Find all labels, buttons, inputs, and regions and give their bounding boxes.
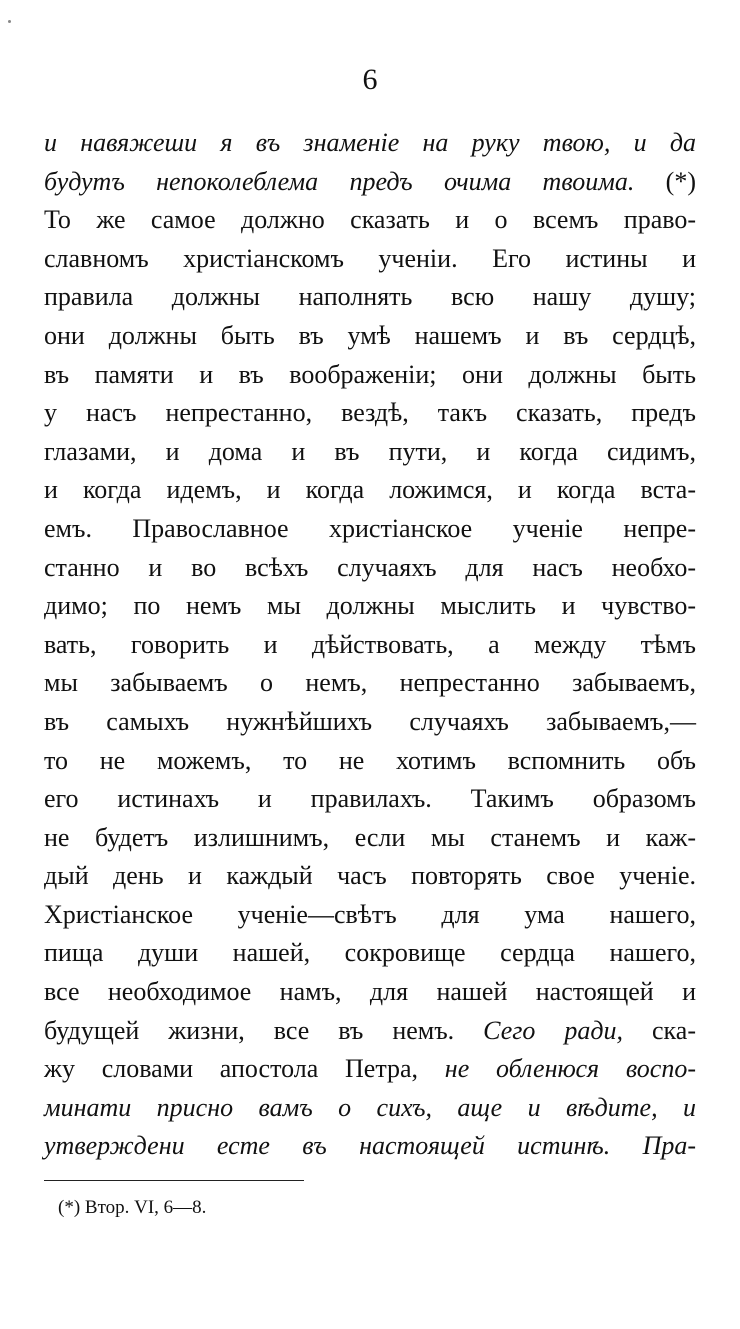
text-line [44, 896, 696, 935]
text-line [44, 201, 696, 240]
text-segment: ска- [623, 1015, 696, 1045]
text-line [44, 240, 696, 279]
text-segment: не будетъ излишнимъ, если мы станемъ и каж- [44, 822, 696, 852]
text-line [44, 742, 696, 781]
text-segment: славномъ христіанскомъ ученіи. Его истины и [44, 243, 696, 273]
italic-text-segment: минати присно вамъ о сихъ, аще и вѣдите, и [44, 1092, 696, 1122]
text-line [44, 664, 696, 703]
text-segment: все необходимое намъ, для нашей настоящей и [44, 977, 696, 1007]
text-line [44, 433, 696, 472]
text-line [44, 857, 696, 896]
text-line [44, 278, 696, 317]
italic-text-segment: не обленюся воспо- [444, 1054, 696, 1084]
italic-text-segment: утверждени есте въ настоящей истинѣ. Пра- [44, 1131, 696, 1161]
text-line [44, 1050, 696, 1089]
text-segment: будущей жизни, все въ немъ. [44, 1015, 484, 1045]
text-segment: то не можемъ, то не хотимъ вспомнить объ [44, 745, 696, 775]
text-line [44, 587, 696, 626]
text-segment: его истинахъ и правилахъ. Такимъ образомъ [44, 784, 696, 814]
text-line [44, 934, 696, 973]
text-line [44, 780, 696, 819]
footnote: (*) Втор. VI, 6—8. [58, 1197, 207, 1218]
text-line [44, 819, 696, 858]
text-line [44, 626, 696, 665]
text-segment: дый день и каждый часъ повторять свое ученіе. [44, 861, 696, 891]
text-segment: въ памяти и въ воображеніи; они должны быть [44, 359, 696, 389]
text-segment: и когда идемъ, и когда ложимся, и когда вста- [44, 475, 696, 505]
italic-text-segment: будутъ непоколеблема предъ очима твоима. [44, 166, 635, 196]
text-line [44, 1012, 696, 1051]
page-number: 6 [362, 63, 378, 96]
text-line [44, 510, 696, 549]
text-segment: Христіанское ученіе—свѣтъ для ума нашего, [44, 899, 696, 929]
page-speck [8, 20, 11, 23]
text-line [44, 973, 696, 1012]
text-line [44, 356, 696, 395]
text-segment: они должны быть въ умѣ нашемъ и въ сердцѣ, [44, 320, 696, 350]
text-segment: емъ. Православное христіанское ученіе непре- [44, 513, 696, 543]
text-segment: То же самое должно сказать и о всемъ право- [44, 205, 696, 235]
italic-text-segment: Сего ради, [483, 1015, 624, 1045]
text-segment: въ самыхъ нужнѣйшихъ случаяхъ забываемъ,— [44, 706, 696, 736]
text-segment: глазами, и дома и въ пути, и когда сидимъ, [44, 436, 696, 466]
text-line [44, 163, 696, 202]
text-line [44, 124, 696, 163]
body-text [44, 124, 696, 1166]
text-line [44, 703, 696, 742]
text-line [44, 549, 696, 588]
italic-text-segment: и навяжеши я въ знаменіе на руку твою, и да [44, 128, 696, 157]
text-line [44, 1089, 696, 1128]
text-segment: жу словами апостола Петра, [44, 1054, 445, 1084]
text-line [44, 317, 696, 356]
text-segment: вать, говорить и дѣйствовать, а между тѣмъ [44, 629, 696, 659]
text-segment: пища души нашей, сокровище сердца нашего, [44, 938, 696, 968]
text-segment: (*) [634, 166, 696, 196]
text-line [44, 471, 696, 510]
text-segment: димо; по немъ мы должны мыслить и чувство- [44, 591, 696, 621]
text-segment: правила должны наполнять всю нашу душу; [44, 282, 696, 312]
text-segment: мы забываемъ о немъ, непрестанно забываемъ, [44, 668, 696, 698]
text-segment: у насъ непрестанно, вездѣ, такъ сказать, предъ [44, 398, 696, 428]
footnote-divider [44, 1180, 304, 1181]
text-line [44, 394, 696, 433]
text-segment: станно и во всѣхъ случаяхъ для насъ необхо- [44, 552, 696, 582]
text-line [44, 1127, 696, 1166]
